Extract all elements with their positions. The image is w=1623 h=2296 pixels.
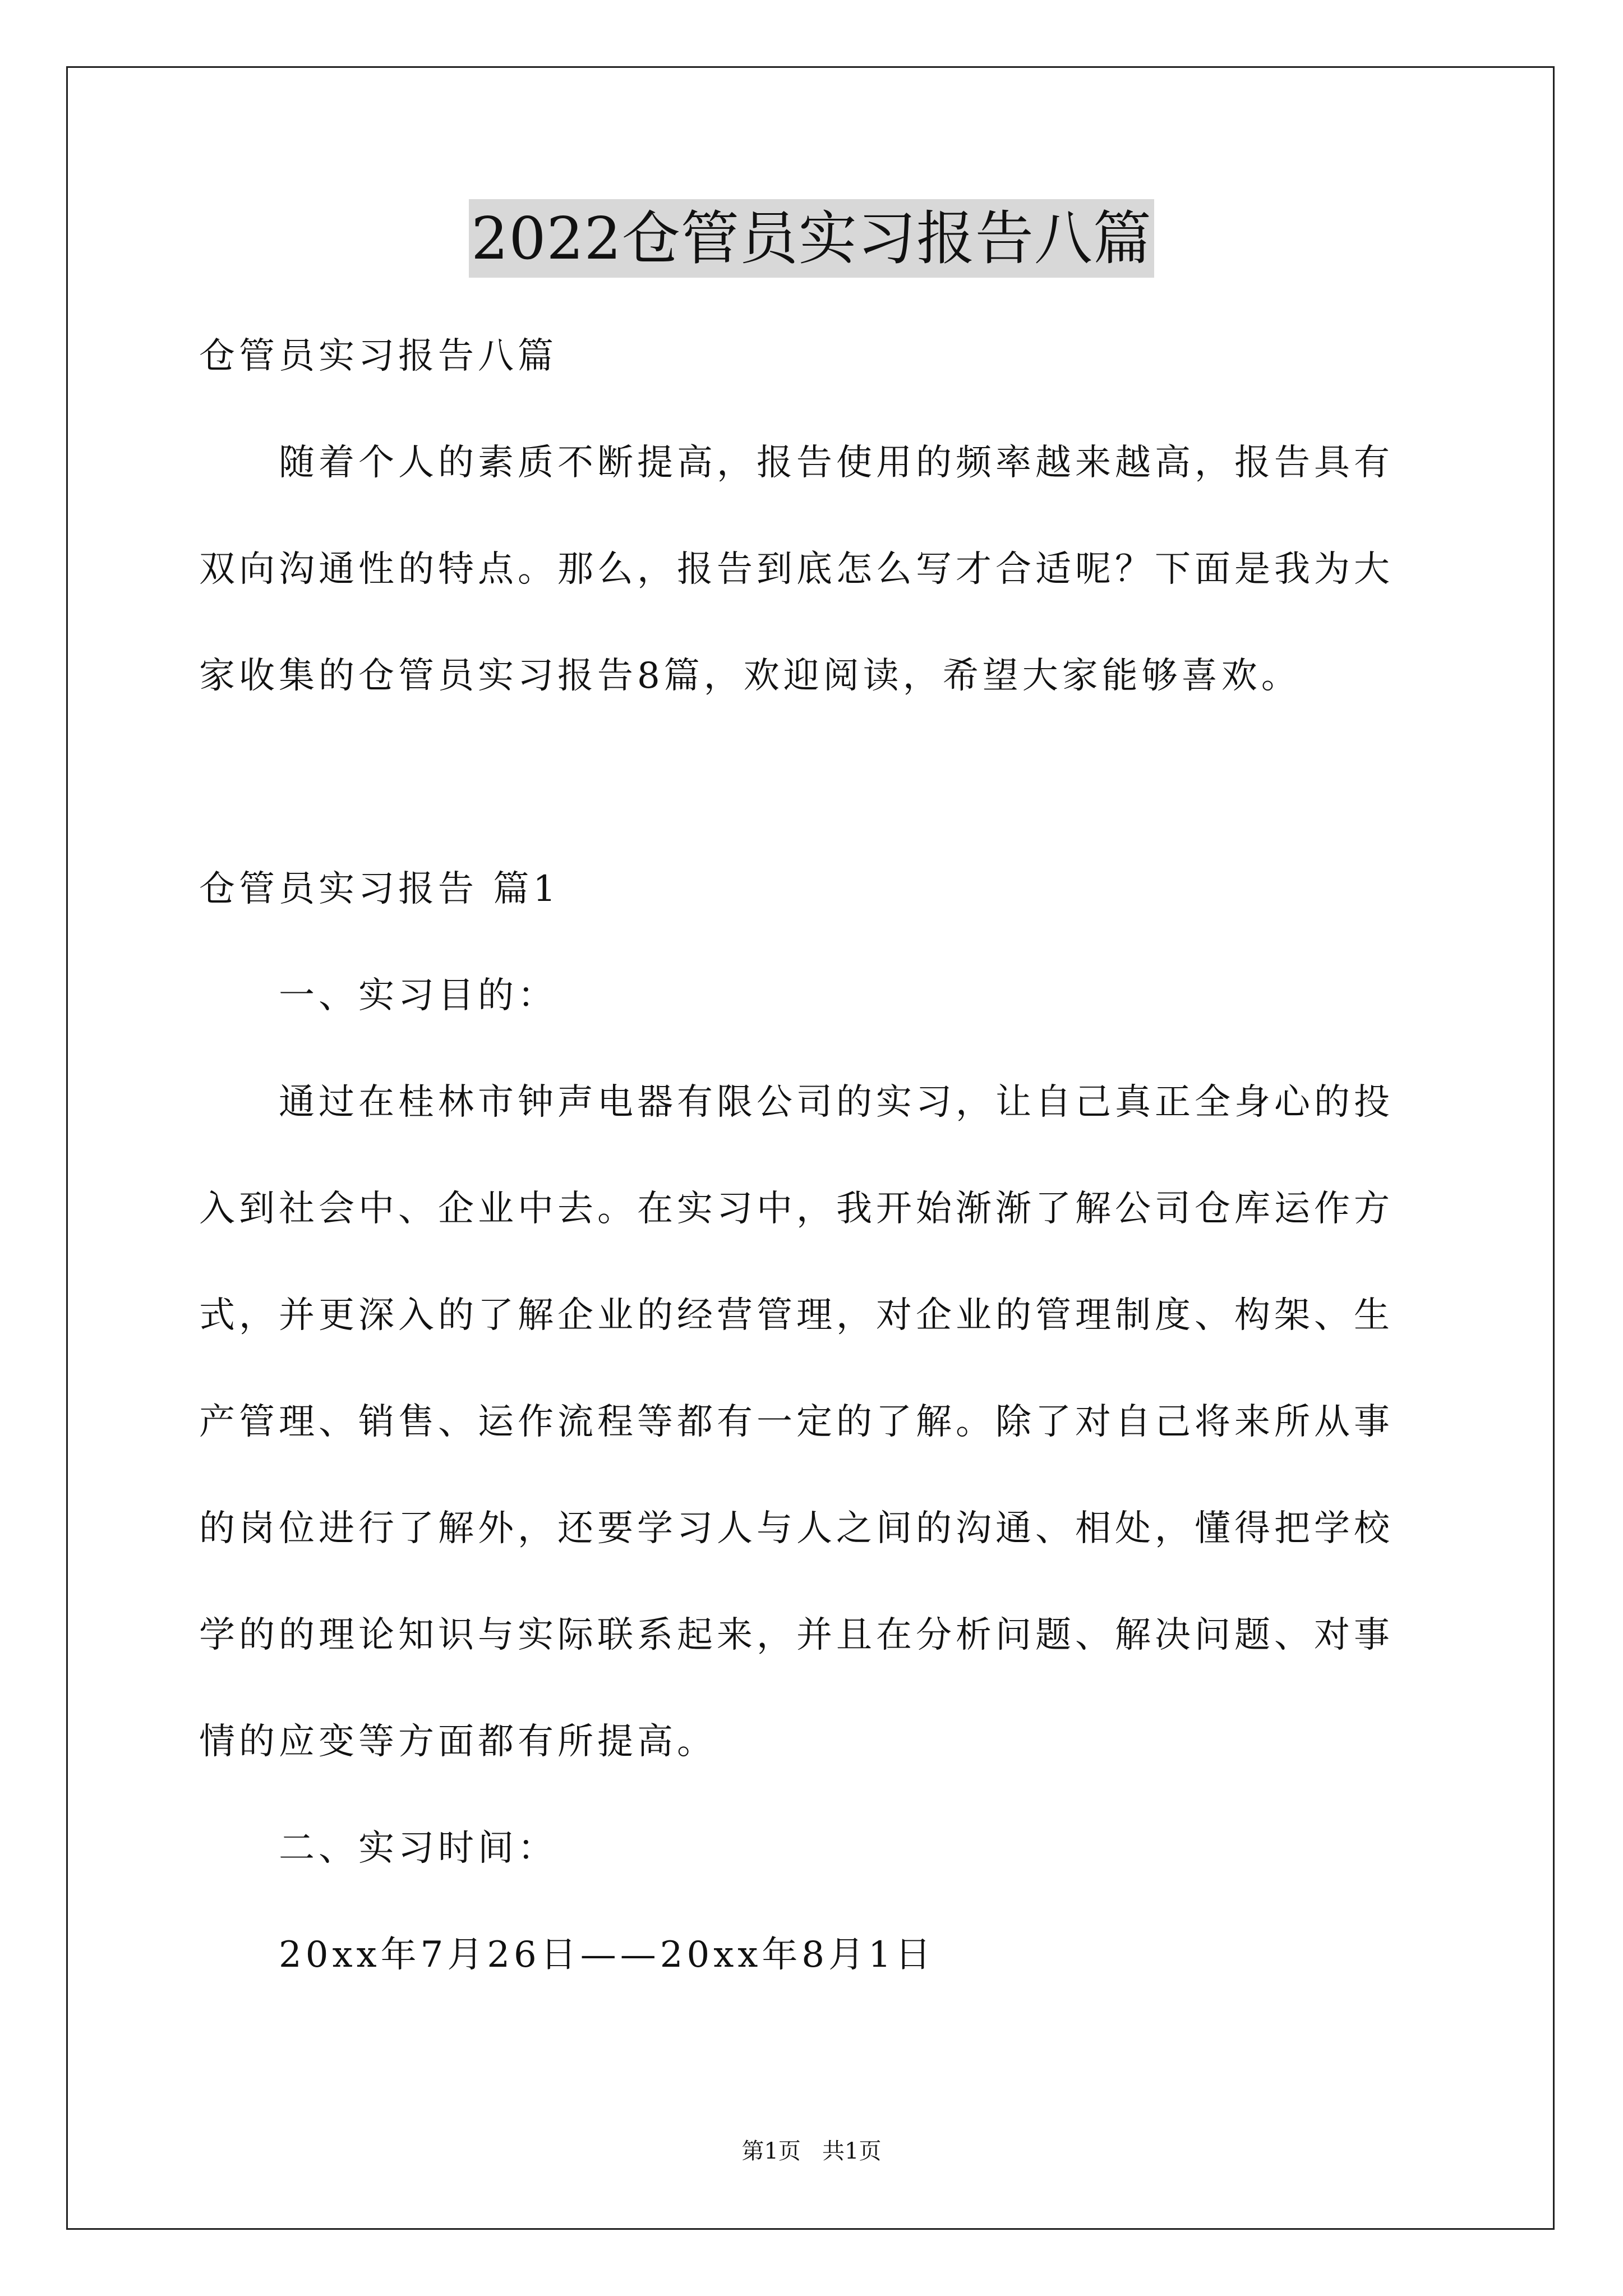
paragraph-line: 家收集的仓管员实习报告8篇，欢迎阅读，希望大家能够喜欢。 xyxy=(199,655,1301,697)
title-area xyxy=(0,199,1623,278)
subtitle-line: 仓管员实习报告八篇 xyxy=(199,335,557,377)
subsection-heading: 一、实习目的： xyxy=(279,975,557,1016)
section-heading: 仓管员实习报告 篇1 xyxy=(199,868,560,910)
paragraph-line: 学的的理论知识与实际联系起来，并且在分析问题、解决问题、对事 xyxy=(199,1614,1394,1656)
paragraph-line: 式，并更深入的了解企业的经营管理，对企业的管理制度、构架、生 xyxy=(199,1295,1394,1336)
document-body xyxy=(199,303,1430,2008)
paragraph-line: 入到社会中、企业中去。在实习中，我开始渐渐了解公司仓库运作方 xyxy=(199,1188,1394,1230)
paragraph-line: 的岗位进行了解外，还要学习人与人之间的沟通、相处，懂得把学校 xyxy=(199,1508,1394,1549)
paragraph-line: 随着个人的素质不断提高，报告使用的频率越来越高，报告具有 xyxy=(279,442,1394,484)
page-footer: 第1页 共1页 xyxy=(741,2138,882,2164)
paragraph-line: 双向沟通性的特点。那么，报告到底怎么写才合适呢？下面是我为大 xyxy=(199,549,1394,590)
paragraph-line: 情的应变等方面都有所提高。 xyxy=(199,1721,717,1763)
subsection-heading: 二、实习时间： xyxy=(279,1828,557,1869)
paragraph-line: 产管理、销售、运作流程等都有一定的了解。除了对自己将来所从事 xyxy=(199,1401,1394,1443)
date-range-line: 20xx年7月26日——20xx年8月1日 xyxy=(279,1934,935,1976)
blank-line xyxy=(199,729,1430,836)
paragraph-line: 通过在桂林市钟声电器有限公司的实习，让自己真正全身心的投 xyxy=(279,1082,1394,1123)
document-title: 2022仓管员实习报告八篇 xyxy=(469,199,1154,278)
